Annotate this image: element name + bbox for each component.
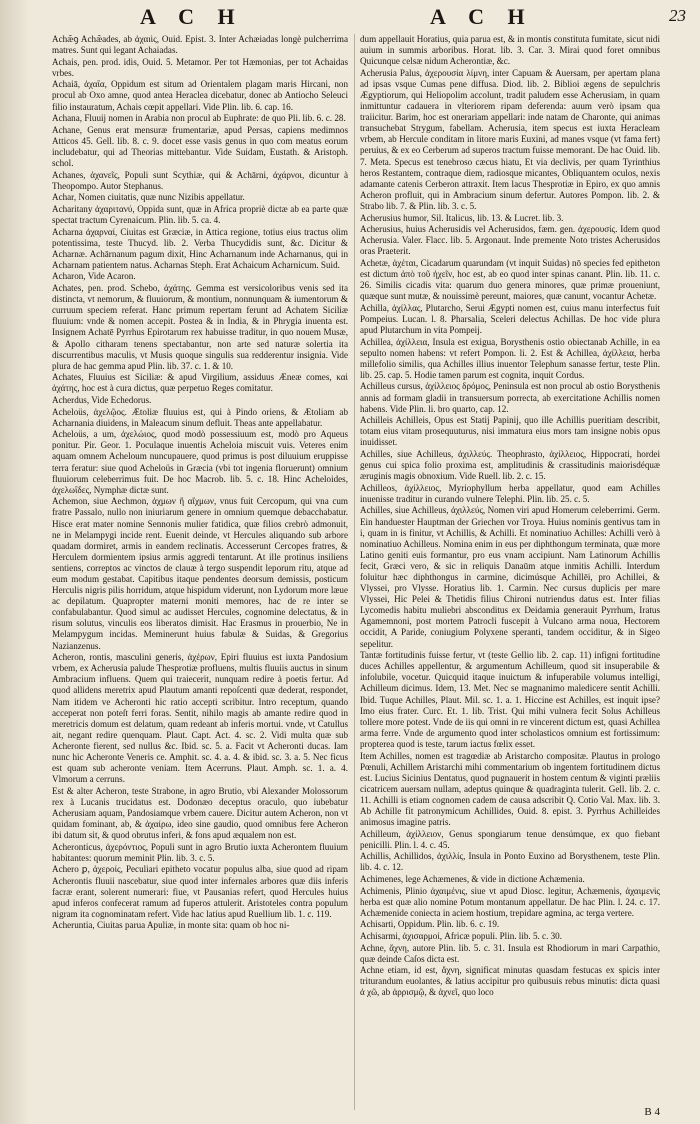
- dictionary-entry: Achemon, siue Aechmon, ἀχμων ἢ αἴχμων, vnus fuit Cercopum, qui vna cum fratre Passalo, nullo non iniuriarum genere in omnium quemque debacchabatur. Hisce erat mater nomine Sennonis mulier fatidica, quæ filios crebrò admonuit, ne in Melampygi incide rent. Euenit deinde, vt Hercules aliquando sub arbore quadam dormiret, armis in eandem reclinatis. Accesserunt Cercopes fratres, & Herculem dormientem ipsius armis aggredi tentarunt. At ille protinus insiliens sentiens, correptos ac vinctos de clauæ à tergo suspendit leporum ritu, atque ad eum modum gestabat. Capitibus itaque pendentes deorsum demissis, posticum Herculis nigris pilis horridum, atque hispidum viderunt, non Lydorum more læue ac depilatum. Quapropter materni moniti memores, hac de re inter se confabulabantur. Quod simul ac audisset Hercules, cognomine delectatus, & in risum solutus, vinculis eos liberatos dimisit. Hac Erasmus in prouerbio, Ne in Melampygum incidas. Meminerunt huius fabulæ & Suidas, & Gregorius Nazianzenus.: [52, 496, 348, 651]
- dictionary-entry: Achilles, siue Achilleus, ἀχιλλεύς. Theophrasto, ἀχίλλειος, Hippocrati, hordei genus cui spica folio proxima est, amplitudinis & crassitudinis maiorisdéquæ æruginis magis obnoxium. Vide Ruell. lib. 2. c. 15.: [360, 448, 660, 482]
- dictionary-entry: Acherdus, Vide Echedorus.: [52, 395, 152, 405]
- dictionary-entry: Achillis, Achillidos, ἀχιλλίς, Insula in Ponto Euxino ad Borysthenem, teste Plin. lib. 4. c. 12.: [360, 851, 660, 873]
- dictionary-entry: Acheloüs, a um, ἀχελώιος, quod modò possessiuum est, modò pro Aqueus ponitur. Pir. Geor. 1. Poculaque inuentis Acheloia miscuit vuis. Veteres enim aquam omnem Acheloum nuncupauere, quod primus is post diluuium eruppisse terra feratur: siue quod Acheloüs in Græcia (vbi tot ingenia floruerunt) omnium fluuiorum celeberrimus fuit. De hoc Macrob. lib. 5. c. 18. Hinc Acheloides, ἀχελωΐδες, Nymphæ dictæ sunt.: [52, 429, 348, 495]
- dictionary-entry: Achilleis Achilleis, Opus est Statij Papinij, quo ille Achillis pueritiam describit, totam eius vitam prosequuturus, nisi immatura eius mors tam insigne nobis opus inuidisset.: [360, 415, 660, 448]
- dictionary-entry: Achilleum, ἀχίλλειον, Genus spongiarum tenue densúmque, ex quo fiebant penicilli. Plin. l. 4. c. 45.: [360, 828, 660, 850]
- column-rule: [354, 34, 355, 1110]
- dictionary-entry: Acherusia Palus, ἀχερουσία λίμνη, inter Capuam & Auersam, per apertam plana ad ipsas vsque Cumas pene diffusa. Diod. lib. 2. Biblioi ægens de sepulchris Ægyptiorum, qui Heliopolim accolunt, tradit paludem esse Acherusiam, in quam inmittuntur cadauera in vlteriorem ripam deferenda: auum verò ipsam qua traiicitur. Barim, hoc est onerariam appellari: inde natam de Charonte, qui animas transuchebat Strygum, fabellam. Acherusia, item specus est iuxta Heracleam vrbem, ab Hercule conditam in litore maris Euxini, ad manes vsque (vt fama fert) peruius, & ex eo Cerberum ad superos tractum fuisse memorant. De hac Ouid. lib. 7. Meta. Specus est tenebroso cæcus hiatu, Et via declivis, per quam Tyrinthius heros Restantem, contraque diem, radiosque micantes, Obliquantem oculos, nexis adamante catenis Cerberon attraxit. Item lacus Thesprotiæ in Epiro, ex quo amnis Acheron profluit, qui in Ambracium sinum defertur. Autores Pompon. lib. 2. & Strabo lib. 7. & Plin. lib. 3. c. 5.: [360, 67, 660, 211]
- dictionary-entry: Acheronticus, ἀχερόντιος, Populi sunt in agro Brutio iuxta Acherontem fluuium habitantes: quorum meminit Plin. lib. 3. c. 5.: [52, 841, 348, 863]
- dictionary-entry: Achilles, siue Achilleus, ἀχιλλεύς, Nomen viri apud Homerum celeberrimi. Germ. Ein handuester Hauptman der Griechen vor Troya. Huius nominis gentivus tam in i, quam in is finitur, vt Achillis, & Achilli. Et nominatiuo Achilles: Achilli verò à nominatiuo Achilleus. Nomina enim in eus per diphthongum terminata, quæ more Latino geniti euis formantur, pro eus vnam accipiunt. Nam Latinorum Achillis fecit, Græci vero, & sic in reliquis Danaūm atque inmitis Achilli. Interdum foluitur hæc diphthongus in carmine, dicimúsque Achillēi, pro Achillei, & Vlyssei, pro Vlysse. Horatius lib. 1. Carmin. Nec cursus duplicis per mare Vlyssei, Hic Pelei & Thetidis filius Chironi nutriendus datus est. Inter filias Lycomedis habitu muliebri absconditus ex Deidamia generauit Pyrrhum, Iratus Agamemnoni, post mortem Patrocli fuscepit à Vulcano arma noua, Hectorem occidit, A Paride, coniugium Polyxene speranti, tandem occiditur, & in Sigeo sepelitur.: [360, 505, 660, 649]
- dictionary-entry: Item Achilles, nomen est tragœdiæ ab Aristarcho compositæ. Plautus in prologo Pœnuli, Achillem Aristarchi mihi commentarium ob ingentem fortitudinem dictus est. Lucius Sicinius Dentatus, quod pugnauerit in hostem centum & viginti præliis cicatricem auersam nullam, adeptus quinque & quadraginta tulerit. Gell. lib. 2. c. 11. Achilli is etiam cognomen cadem de causa adscribit Q. Cotio Val. Max. lib. 3. Ab Achille fit patronymicum Achillides, Ouid. 8. epist. 3. Pyrrhus Achilleides animosus imagine patris.: [360, 750, 660, 828]
- dictionary-entry: Acharna ἀχαρναί, Ciuitas est Græciæ, in Attica regione, totius eius tractus olim potentissima, teste Thucyd. lib. 2. Verba Thucydidis sunt, &c. Dicitur & Acharnæ. Achārnanum pagum dixit, Hinc Acharnanum inde Acharnanus, qui in Acharnam patientem natus. Acharnas Steph. Erat Achaicum Acharnicum. Suid.: [52, 226, 348, 270]
- dictionary-entry: Acheruntia, Ciuitas parua Apuliæ, in monte sita: quam ob hoc ni-: [52, 920, 290, 931]
- dictionary-entry: Acheron, rontis, masculini generis, ἀχέρων, Epiri fluuius est iuxta Pandosium vrbem, ex Acherusia palude Thesprotiæ profluens, multis fluuiis auctus in sinum Ambracium influens. Quem qui traiecerit, nunquam redire à poetis fertur. Ad quod allidens meretrix apud Plautum amanti repoſcenti quæ dederat, respondet, Nam itidem ve Acheronti hic ratio accepti scribitur. Intro receptum, quando acceperat non poteſt ferri foras. Sentit, nihilo magis ab amante redire quod in meretricis domum est delatum, quam redeant ab inferis mortui. vnde, vt Catullus ait, negant redire quenquam. Plaut. Capt. Act. 4. sc. 2. Vidi multa quæ sub Acheronte fierent, sed nullus &c. Ibid. sc. 5. a. Facit vt Acheronti ducas. Iam nunc hic Acheronte Veneris ce. Amphit. sc. 4. a. 4. & ibid. sc. 3. a. 5. Nec ficus est quam sub acheronte veniam. Item Acerruns. Plaut. Amph. sc. 1. a. 4. Vlmorum a cerruns.: [52, 652, 348, 785]
- dictionary-entry: Achanes, ἀχανεῖς, Populi sunt Scythiæ, qui & Achārni, ἀχάρνοι, dicuntur à Theopompo. Autor Stephanus.: [52, 169, 348, 191]
- dictionary-entry: Est & alter Acheron, teste Strabone, in agro Brutio, vbi Alexander Molossorum rex à Lucanis trucidatus est. Dodonæo deceptus oraculo, quo iubebatur Acherusiam aquam, Pandosiamque vrbem cauere. Dicitur autem Acheron, non vt quidam fominant, ab, & ἀχαίρω, ideo sine gaudio, quod omnibus fere Acheron ibi datum sit, & quod obrutus inferi, & fons apud æqualem non est.: [52, 785, 348, 841]
- dictionary-entry: Acharon, Vide Acaron.: [52, 271, 136, 282]
- dictionary-entry: Achane, Genus erat mensuræ frumentariæ, apud Persas, capiens medimnos Atticos 45. Gell. lib. 8. c. 9. docet esse vasis genus in quo com meatus eorum includebatur, qui ad Theorias mittebantur. Vide Suidam, Eustath. & Aristoph. schol.: [52, 124, 348, 169]
- dictionary-entry: dum appellauit Horatius, quia parua est, & in montis constituta fumitate, sicut nidi auium in summis arboribus. Horat. lib. 3. Car. 3. Mirai quod foret omnibus Quicunque celsæ nidum Acherontiæ, &c.: [360, 34, 660, 67]
- running-head: [0, 4, 700, 34]
- dictionary-entry: Achana, Fluuij nomen in Arabia non procul ab Euphrate: de quo Pli. lib. 6. c. 28.: [52, 113, 346, 124]
- dictionary-entry: Acherusius humor, Sil. Italicus, lib. 13. & Lucret. lib. 3.: [360, 212, 564, 223]
- dictionary-entry: Achne, ἄχνη, autore Plin. lib. 5. c. 31. Insula est Rhodiorum in mari Carpathio, quæ deinde Caſos dicta est.: [360, 942, 660, 964]
- dictionary-entry: Acharitany ἀχαριτανύ, Oppida sunt, quæ in Africa propriè dictæ ab ea parte quæ spectat tractum Cyrenaicum. Plin. lib. 5. ca. 4.: [52, 203, 348, 225]
- dictionary-entry: Achisarmi, ἀχισαρμοί, Africæ populi. Plin. lib. 5. c. 30.: [360, 931, 563, 941]
- dictionary-entry: Achimenes, lege Achæmenes, & vide in dictione Achæmenia.: [360, 874, 585, 885]
- dictionary-entry: Achne etiam, id est, ἄχνη, significat minutas quasdam festucas ex spicis inter triturandum euolantes, & latius accipitur pro quibusuis rebus minutis: dicta quasi ἀ χῶ, ab ἀρρισμῷ, & ἀχνεῖ, quo loco: [360, 965, 660, 998]
- dictionary-entry: Achetæ, ἀχέται, Cicadarum quarundam (vt inquit Suidas) nō species fed epitheton est dictum ἀπὸ τοῦ ἠχεῖν, hoc est, ab eo quod inter spinas canant. Plin. lib. 11. c. 26. Similis cicadis vita: quarum duo genera minores, quæ primæ proueniunt, quæque sunt mutæ, & nouissimè pereunt, maiores, quæ canunt, vocantur Achetæ.: [360, 257, 660, 302]
- dictionary-entry: Achilleos, ἀχίλλειος, Myriophyllum herba appellatur, quod eam Achilles inuenisse traditur in curando vulnere Telephi. Plin. lib. 25. c. 5.: [360, 482, 660, 504]
- binding-shadow: [0, 0, 30, 1124]
- signature-mark: B 4: [644, 1106, 660, 1118]
- dictionary-entry: Achates, Fluuius est Siciliæ: & apud Virgilium, assiduus Æneæ comes, καὶ ἀχάτης, hoc est à cura dictus, quæ perpetuo Reges comitatur.: [52, 372, 348, 394]
- dictionary-entry: Achero ꝑ, ἀχεροίς, Peculiari epitheto vocatur populus alba, siue quod ad ripam Acherontis fluuii nascebatur, siue quod inter infernales arbores quæ diis inferis facræ erant, solerent numerari: fiue, vt Pausanias refert, quod Hercules huius apud inferos confecerat ramum ad fuperos attulerit. Aristoteles contra populum nigram ita cognominatam refert. Vide hac latius apud Ruellium lib. 1. c. 119.: [52, 864, 348, 919]
- dictionary-entry: Achæ̃ꝯ Achæ̃ades, ab ἀχαιὶς, Ouid. Epist. 3. Inter Achæiadas longè pulcherrima matres. Sunt qui legant Achaiadas.: [52, 34, 348, 56]
- dictionary-entry: Achisarti, Oppidum. Plin. lib. 6. c. 19.: [360, 919, 500, 930]
- dictionary-entry: Tantæ fortitudinis fuisse fertur, vt (teste Gellio lib. 2. cap. 11) infigni fortitudine duces Achilles appellentur, & argumentum Achilleum, quod sit insuperabile & infolubile, vocetur. Quicquid itaque inuictum & infuperabile volumus intelligi, Achilleum dicimus. Idem, 13. Met. Nec se magnanimo maledicere sentit Achilli. Ibid. Tuque Achilles, Plaut. Mil. sc. 1. a. 1. Hiccine est Achilles, est inquit ipse? Imo eius frater. Curc. Et. 1. lib. Trist. Qui mihi vulnera fecit Solus Achilleus tollere more potest. Vnde de iis qui omni in re vincerent dictum est, quasi Achillea arma ferre. Vnde de argumento quod inter scholasticos omnium est fortissimum: propterea quod is teste, tarum iactus fœlix esset.: [360, 650, 660, 749]
- dictionary-entry: Acheloüs, ἀχελῷος. Ætoliæ fluuius est, qui à Pindo oriens, & Ætoliam ab Acharnania diuidens, in Maleacum sinum defluit. Theas ante appellabatur.: [52, 406, 348, 428]
- dictionary-entry: Achates, pen. prod. Schebo, ἀχάτης. Gemma est versicoloribus venis sed ita distincta, vt nemorum, & fluuiorum, & montium, nonnunquam & iumentorum & curruum speciem referat. Hanc primum repertam ferunt ad Achatem Siciliæ fluuium: vnde & nomen accepit. Postea & in India, & in Phrygia inuenta est. Insignem Achatē Pyrrhus Epirotarum rex habuisse traditur, in quo nouem Musæ, & Apollo citharam tenens spectabantur, non arte sed naturæ solertia ita discurrentibus maculis, vt Musis quoque singulis sua redderentur insignia. Vide plura de hac gemma apud Plin. lib. 37. c. 1. & 10.: [52, 283, 348, 371]
- dictionary-entry: Achillea, ἀχίλλεια, Insula est exigua, Borysthenis ostio obiectanab Achille, in ea sepulto nomen habens: vt refert Pompon. li. 2. Est & Achillea, ἀχίλλεια, herba millefolio similis, qua Achilles illius inuentor Telephum sanasse fertur, teste Plin. lib. 25. cap. 5. Hodie tamen parum est cognita, inquit Cordus.: [360, 336, 660, 380]
- running-head-left: A C H: [140, 4, 244, 29]
- dictionary-entry: Achaiā, ἀχαΐα, Oppidum est situm ad Orientalem plagam maris Hircani, non procul ab Oxo amne, quod antea Heraclea dicebatur, donec ab Antiocho Seleuci filio instauratum, Achais cœpit appellari. Vide Plin. lib. 6. cap. 16.: [52, 79, 348, 112]
- dictionary-entry: Achilla, ἀχίλλας, Plutarcho, Serui Ægypti nomen est, cuius manu interfectus fuit Pompeius. Lucan. l. 8. Pharsalia, Sceleri delectus Achillas. De hoc vide plura apud Plutarchum in vita Pompeij.: [360, 302, 660, 335]
- running-head-right: A C H: [430, 4, 534, 29]
- dictionary-entry: Achais, pen. prod. idis, Ouid. 5. Metamor. Per tot Hæmonias, per tot Achaidas vrbes.: [52, 56, 348, 78]
- right-column: [360, 34, 660, 1110]
- dictionary-entry: Achilleus cursus, ἀχίλλειος δρόμος, Peninsula est non procul ab ostio Borysthenis annis ad formam gladii in transuersum porrecta, ab exercitatione Achillis nomen habens. Vide Plin. li. bro quarto, cap. 12.: [360, 381, 660, 414]
- dictionary-entry: Achar, Nomen ciuitatis, quæ nunc Nizibis appellatur.: [52, 192, 245, 203]
- left-column: [52, 34, 348, 1110]
- dictionary-entry: Acherusius, huius Acherusidis vel Acherusidos, fæm. gen. ἀχερουσίς. Idem quod Acherusia. Valer. Flacc. lib. 5. Argonaut. Inde premente Noto tristes Acherusidos oras Praeterit.: [360, 224, 660, 257]
- page-number: 23: [669, 6, 686, 25]
- dictionary-entry: Achimenis, Plinio ἀχαιμένις, siue vt apud Diosc. legitur, Achæmenis, ἀχαιμενὶς herba est quæ alio nomine Potum montanum appellatur. De hac Plin. l. 24. c. 17. Achæmenide coniecta in aciem hostium, trepidare agmina, ac terga vertere.: [360, 885, 660, 918]
